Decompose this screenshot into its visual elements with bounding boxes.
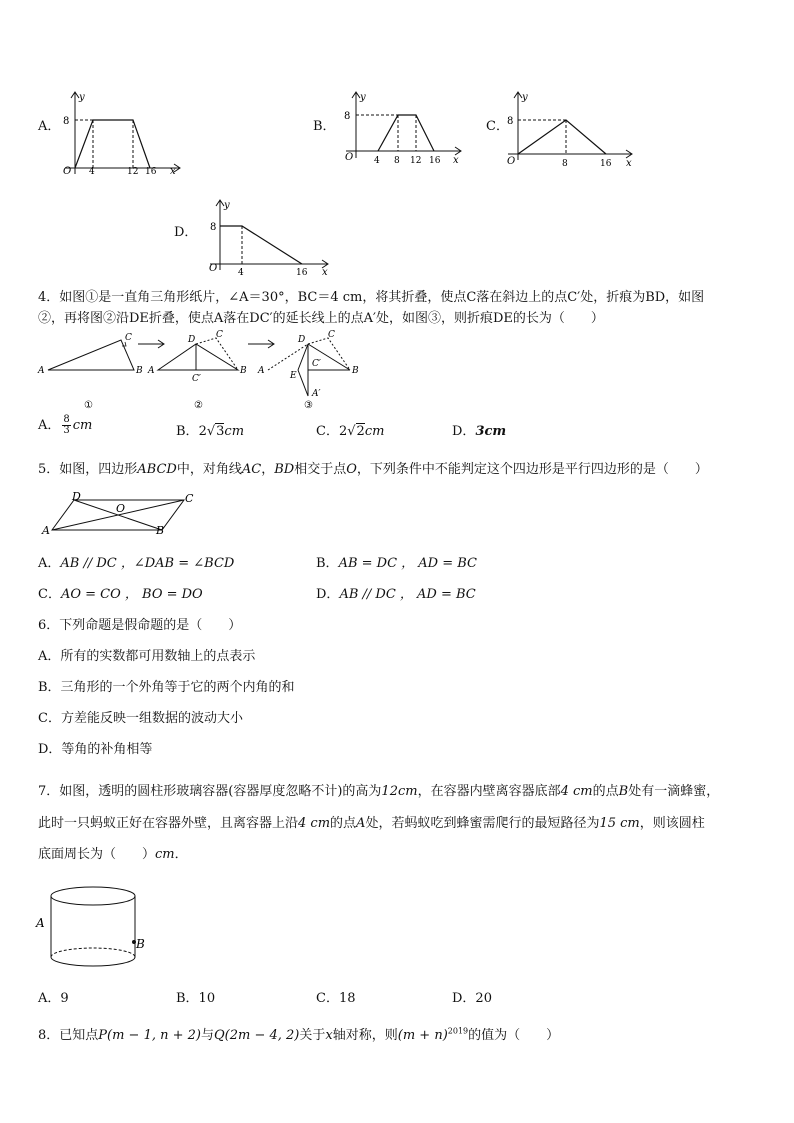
- q7-stem-line-1: [38, 780, 719, 799]
- q4-option-b-unit: cm: [224, 424, 245, 439]
- q3-a-y-tick: 8: [63, 116, 70, 127]
- q4-figures: [36, 330, 366, 412]
- q4-option-c-unit: cm: [364, 424, 385, 439]
- q7-label-b: B: [136, 937, 145, 951]
- q5-label-o: O: [116, 502, 126, 515]
- q3-b-x-tick: 12: [410, 156, 422, 166]
- q4-option-a-label: A．: [38, 418, 61, 433]
- q3-c-x-label: x: [626, 158, 632, 169]
- q6-option-c[interactable]: C．方差能反映一组数据的波动大小: [38, 711, 243, 726]
- q4-fig2-label-d: D: [188, 335, 196, 345]
- q4-fig2-label-b: B: [240, 366, 247, 376]
- text: 处有一滴蜂蜜，: [628, 784, 720, 799]
- q4-fig3-label-c: C: [328, 330, 335, 340]
- q3-option-d-label: D．: [174, 225, 198, 240]
- sqrt-icon: √: [206, 424, 216, 439]
- q8-stem: [38, 1024, 559, 1043]
- q6-option-b[interactable]: B．三角形的一个外角等于它的两个内角的和: [38, 680, 295, 695]
- q4-fig3-label-e: E: [290, 371, 297, 381]
- q3-b-x-tick: 4: [374, 156, 380, 166]
- text: (m + n): [397, 1028, 448, 1043]
- text: A．: [38, 556, 61, 571]
- q3-c-y-tick: 8: [507, 116, 514, 127]
- text: 12cm: [381, 784, 418, 799]
- q4-fig3-label-a: A: [258, 366, 265, 376]
- q4-stem-line-2: ②，再将图②沿DE折叠，使点A落在DC′的延长线上的点A′处，如图③，则折痕DE的长为（ ）: [38, 311, 604, 326]
- text: x: [325, 1028, 333, 1043]
- q4-fig1-caption: ①: [84, 400, 93, 411]
- q7-cylinder-figure: [34, 882, 154, 974]
- text: ，则该圆柱: [639, 816, 705, 831]
- q3-option-b-label: B．: [313, 119, 336, 134]
- fraction-denominator: 3: [63, 425, 70, 436]
- text: 关于: [299, 1028, 326, 1043]
- text: 7．如图，透明的圆柱形玻璃容器(容器厚度忽略不计)的高为: [38, 784, 382, 799]
- text: AB = DC ， AD = BC: [338, 556, 478, 571]
- q3-b-y-tick: 8: [344, 111, 351, 122]
- q4-option-a-fraction: [62, 415, 70, 437]
- q4-fig2-label-c1: C′: [192, 374, 201, 384]
- text: BD: [274, 462, 295, 477]
- q5-stem: [38, 458, 708, 477]
- q3-d-origin: O: [209, 263, 218, 274]
- q5-label-b: B: [156, 524, 165, 537]
- q4-fig1-label-c: C: [125, 333, 132, 343]
- fraction-numerator: 8: [63, 413, 70, 425]
- q3-option-a-label: A．: [38, 119, 61, 134]
- q4-fig2-label-a: A: [148, 366, 155, 376]
- q4-fig3-label-b: B: [352, 366, 359, 376]
- q3-d-x-tick: 4: [238, 268, 244, 278]
- q3-b-x-tick: 16: [429, 156, 441, 166]
- q4-option-d-label: D．: [452, 424, 476, 439]
- text: AB // DC ，∠DAB = ∠BCD: [60, 556, 235, 571]
- q4-option-b-label: B．: [176, 424, 199, 439]
- text: 8．已知点: [38, 1028, 99, 1043]
- text: 5．如图，四边形: [38, 462, 138, 477]
- q4-option-b-coef: 2: [198, 424, 207, 439]
- text: ABCD: [137, 462, 177, 477]
- q4-option-a-unit: cm: [72, 418, 93, 433]
- q4-fig2-label-c: C: [216, 330, 223, 340]
- q5-option-a[interactable]: [38, 552, 234, 571]
- q6-option-d[interactable]: D．等角的补角相等: [38, 742, 153, 757]
- text: AC: [241, 462, 262, 477]
- q7-stem-line-3: [38, 843, 188, 862]
- text: B．: [316, 556, 339, 571]
- q6-option-a[interactable]: A．所有的实数都可用数轴上的点表示: [38, 649, 256, 664]
- text: 4 cm: [298, 816, 331, 831]
- text: ．: [174, 847, 188, 862]
- text: AB // DC ， AD = BC: [339, 587, 476, 602]
- q4-fig3-label-c1: C′: [312, 359, 321, 369]
- q7-option-b[interactable]: B．10: [176, 991, 216, 1006]
- text: AO = CO ， BO = DO: [60, 587, 203, 602]
- q3-d-y-tick: 8: [210, 222, 217, 233]
- text: 的点: [592, 784, 619, 799]
- q4-fig1-label-a: A: [38, 366, 45, 376]
- q4-option-d-text: 3cm: [475, 424, 507, 439]
- q3-c-x-tick: 8: [562, 159, 568, 169]
- q5-option-b[interactable]: [316, 552, 477, 571]
- text: 2019: [447, 1026, 469, 1036]
- sqrt-icon: √: [347, 424, 356, 439]
- q7-option-a[interactable]: A．9: [38, 991, 69, 1006]
- text: ，下列条件中不能判定这个四边形是平行四边形的是（ ）: [356, 462, 708, 477]
- text: C．: [38, 587, 61, 602]
- q3-c-origin: O: [507, 156, 516, 167]
- text: 相交于点: [294, 462, 347, 477]
- q3-option-c-graph: [504, 88, 644, 176]
- text: 15 cm: [599, 816, 640, 831]
- text: Q(2m − 4, 2): [214, 1028, 300, 1043]
- text: 与: [201, 1028, 215, 1043]
- q7-stem-line-2: [38, 812, 705, 831]
- q3-a-origin: O: [63, 166, 72, 177]
- text: O: [346, 462, 357, 477]
- text: B: [618, 784, 629, 799]
- q3-b-origin: O: [345, 152, 354, 163]
- text: P(m − 1, n + 2): [98, 1028, 201, 1043]
- q4-option-c[interactable]: [316, 420, 384, 439]
- q3-b-y-label: y: [360, 92, 366, 103]
- q5-parallelogram-figure: [38, 490, 208, 538]
- text: 底面周长为（ ）: [38, 847, 156, 862]
- q3-a-x-tick: 16: [145, 167, 157, 177]
- q6-stem: 6．下列命题是假命题的是（ ）: [38, 618, 242, 633]
- q3-a-y-label: y: [79, 92, 85, 103]
- text: A: [356, 816, 366, 831]
- q4-fig3-label-a1: A′: [312, 389, 321, 399]
- q4-option-c-label: C．: [316, 424, 339, 439]
- q3-d-y-label: y: [224, 200, 230, 211]
- q3-option-d-graph: [200, 196, 340, 278]
- text: 的点: [330, 816, 357, 831]
- q7-option-d[interactable]: D．20: [452, 991, 492, 1006]
- text: D．: [316, 587, 340, 602]
- q3-b-x-label: x: [453, 155, 459, 166]
- q4-option-d[interactable]: [452, 420, 506, 439]
- q3-option-a-graph: [55, 88, 185, 176]
- q7-label-a: A: [36, 916, 45, 930]
- text: 4 cm: [560, 784, 593, 799]
- q3-option-b-graph: [336, 88, 466, 176]
- text: 中，对角线: [176, 462, 242, 477]
- text: 此时一只蚂蚁正好在容器外壁，且离容器上沿: [38, 816, 299, 831]
- q5-label-a: A: [42, 524, 50, 537]
- q3-a-x-label: x: [170, 166, 176, 177]
- q3-d-x-tick: 16: [296, 268, 308, 278]
- q4-option-c-radicand: 2: [356, 424, 365, 439]
- text: ，: [261, 462, 275, 477]
- q3-a-x-tick: 12: [127, 167, 139, 177]
- q3-d-x-label: x: [322, 267, 328, 278]
- q4-stem-line-1: 4．如图①是一直角三角形纸片，∠A＝30°，BC＝4 cm，将其折叠，使点C落在斜边上的点C′处，折痕为BD，如图: [38, 290, 705, 305]
- q3-a-x-tick: 4: [89, 167, 95, 177]
- q5-option-c[interactable]: [38, 583, 203, 602]
- text: 轴对称，则: [332, 1028, 398, 1043]
- q4-option-a[interactable]: [38, 414, 92, 437]
- q3-c-y-label: y: [522, 92, 528, 103]
- q4-fig3-caption: ③: [304, 400, 313, 411]
- q4-fig1-label-b: B: [136, 366, 143, 376]
- q4-option-b[interactable]: [176, 420, 244, 439]
- q5-label-d: D: [72, 490, 81, 503]
- q5-label-c: C: [185, 492, 194, 505]
- text: 的值为（ ）: [468, 1028, 560, 1043]
- text: 处，若蚂蚁吃到蜂蜜需爬行的最短路径为: [365, 816, 600, 831]
- q4-fig3-label-d: D: [298, 335, 306, 345]
- q4-fig2-caption: ②: [194, 400, 203, 411]
- q5-option-d[interactable]: [316, 583, 476, 602]
- q3-b-x-tick: 8: [394, 156, 400, 166]
- q3-c-x-tick: 16: [600, 159, 612, 169]
- q3-option-c-label: C．: [486, 119, 509, 134]
- q4-option-b-radicand: 3: [216, 424, 225, 439]
- text: ，在容器内壁离容器底部: [417, 784, 561, 799]
- q4-option-c-coef: 2: [338, 424, 348, 439]
- text: cm: [155, 847, 175, 862]
- q7-option-c[interactable]: C．18: [316, 991, 356, 1006]
